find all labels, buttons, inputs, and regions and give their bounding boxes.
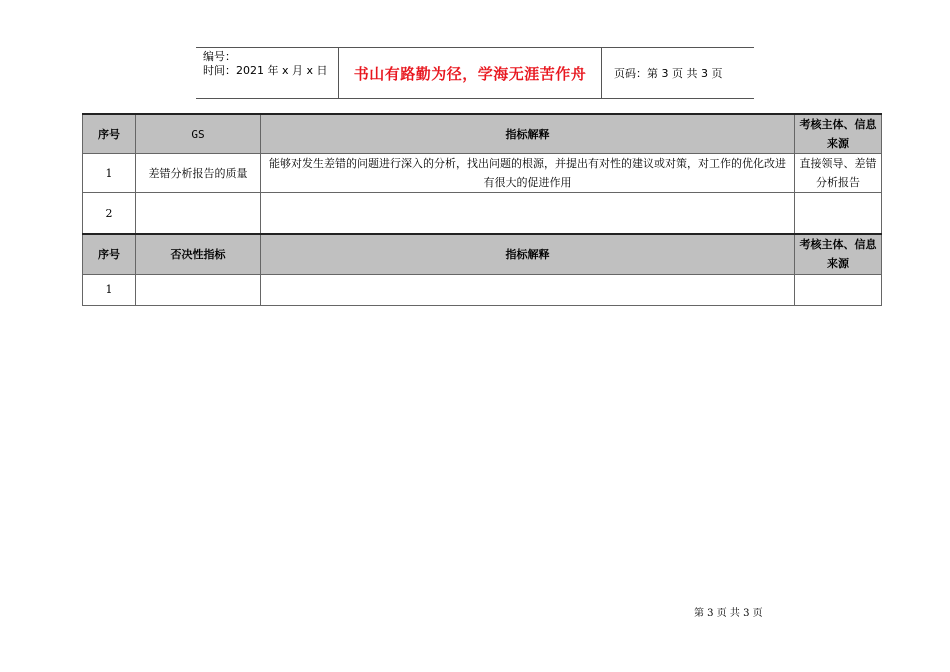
header-page-number: [607, 48, 754, 98]
table-header-row: [83, 234, 882, 274]
header-cell-explanation: 指标解释: [261, 114, 795, 154]
row-explanation: [261, 193, 795, 235]
row-indicator: [136, 274, 261, 305]
header-cell-source: 考核主体、信息来源: [795, 114, 882, 154]
header-cell-index: 序号: [83, 234, 136, 274]
row-index: 1: [83, 154, 136, 193]
row-source: [795, 193, 882, 235]
header-cell-gs: GS: [136, 114, 261, 154]
header-cell-index: 序号: [83, 114, 136, 154]
indicator-table: [82, 113, 882, 235]
row-explanation: 能够对发生差错的问题进行深入的分析，找出问题的根源，并提出有对性的建议或对策，对工作的优化改进有很大的促进作用: [261, 154, 795, 193]
page-number-label: 页码：第 3 页 共 3 页: [614, 67, 723, 80]
table-header-row: [83, 114, 882, 154]
time-label: 时间：2021 年 x 月 x 日: [203, 64, 328, 77]
table-row: [83, 154, 882, 193]
row-index: 2: [83, 193, 136, 235]
row-source: 直接领导、差错分析报告: [795, 154, 882, 193]
header-info-cell: [196, 48, 339, 98]
header-cell-source: 考核主体、信息来源: [795, 234, 882, 274]
veto-indicator-table: [82, 233, 882, 306]
row-index: 1: [83, 274, 136, 305]
page-header: [196, 47, 754, 99]
header-motto: 书山有路勤为径，学海无涯苦作舟: [339, 48, 602, 98]
table-row: [83, 193, 882, 235]
page-footer: 第 3 页 共 3 页: [694, 608, 763, 619]
number-label: 编号：: [203, 50, 236, 63]
header-cell-veto: 否决性指标: [136, 234, 261, 274]
row-explanation: [261, 274, 795, 305]
header-cell-explanation: 指标解释: [261, 234, 795, 274]
table-row: [83, 274, 882, 305]
row-indicator: 差错分析报告的质量: [136, 154, 261, 193]
row-source: [795, 274, 882, 305]
row-indicator: [136, 193, 261, 235]
